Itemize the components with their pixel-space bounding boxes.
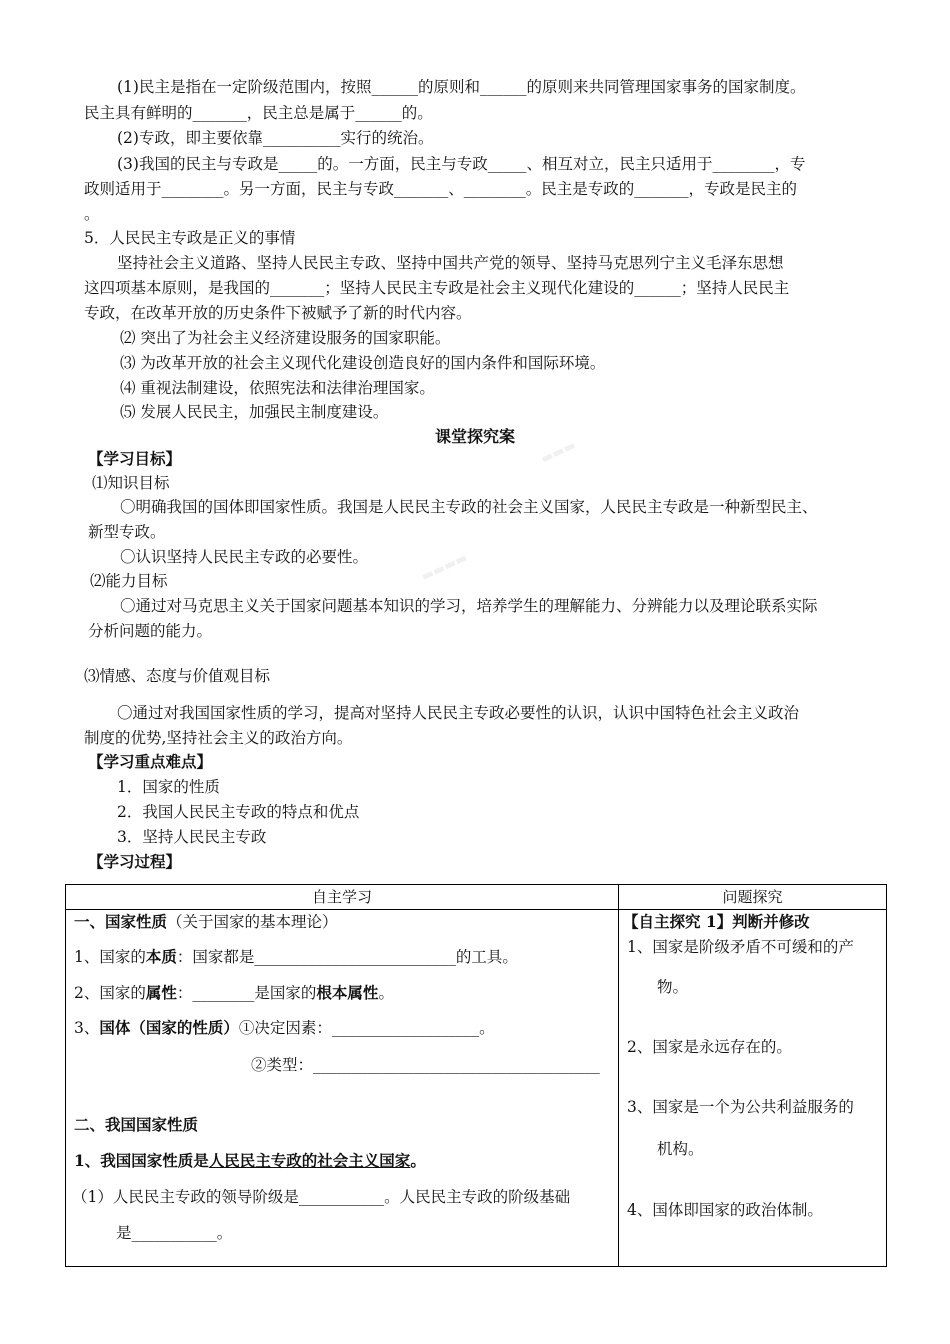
section-5-heading: 5．人民民主专政是正义的事情 [84, 229, 296, 247]
inquiry-cell [619, 910, 887, 1267]
emotion-goal-1b: 制度的优势,坚持社会主义的政治方向。 [84, 729, 353, 747]
question-1 [74, 947, 518, 967]
q1-blank: __________________________ [254, 948, 456, 966]
q2-prefix: 2、国家的 [74, 984, 146, 1002]
sec2-statement [74, 1151, 426, 1171]
preview-item-5: ⑸ 发展人民民主，加强民主制度建设。 [120, 403, 389, 421]
preview-line-1a: (1)民主是指在一定阶级范围内，按照______的原则和______的原则来共同管理国家事务的国家制度。 [117, 78, 806, 96]
inquiry-item-4: 4、国体即国家的政治体制。 [627, 1201, 823, 1219]
sec2-question-1a: （1）人民民主专政的领导阶级是___________。人民民主专政的阶级基础 [72, 1188, 571, 1206]
q2-end: 。 [378, 984, 394, 1002]
emotion-goal-label: ⑶情感、态度与价值观目标 [84, 667, 271, 685]
s2-1-underlined: 人民民主专政的社会主义国家 [208, 1151, 411, 1170]
watermark: ▬▬▬▬ [419, 550, 471, 585]
goals-heading: 【学习目标】 [88, 449, 182, 468]
preview-line-3c: 。 [84, 205, 100, 223]
study-table [65, 884, 887, 1267]
s2-1-end: 。 [410, 1151, 426, 1170]
column-header-self-study: 自主学习 [66, 885, 619, 910]
question-3b [251, 1055, 600, 1075]
q1-mid: ：国家都是 [176, 948, 255, 966]
q3-end: 。 [479, 1019, 495, 1037]
q2-text: 是国家的 [254, 984, 317, 1002]
section-5-line-a: 坚持社会主义道路、坚持人民民主专政、坚持中国共产党的领导、坚持马克思列宁主义毛泽东思想 [117, 254, 784, 272]
keypoint-item: 1．国家的性质 [117, 778, 220, 796]
section-5-line-c: 专政，在改革开放的历史条件下被赋予了新的时代内容。 [84, 304, 472, 322]
column-header-inquiry: 问题探究 [619, 885, 887, 910]
q1-suffix: 的工具。 [455, 948, 518, 966]
sec2-title: 二、我国国家性质 [74, 1115, 199, 1134]
ability-goal-1a: 〇通过对马克思主义关于国家问题基本知识的学习，培养学生的理解能力、分辨能力以及理论联系实际 [120, 597, 818, 615]
inquiry-item-3b: 机构。 [657, 1140, 704, 1158]
q2-bold2: 根本属性 [316, 983, 379, 1002]
sec2-question-1b: 是___________。 [116, 1224, 233, 1242]
watermark: ▬▬▬ [538, 437, 579, 468]
q3-bold: 国体（国家的性质） [99, 1018, 239, 1037]
q3-text: ①决定因素： [238, 1019, 332, 1037]
sec1-note: （关于国家的基本理论） [167, 913, 338, 931]
sec1-title: 一、国家性质 [74, 912, 168, 931]
inquiry-heading: 【自主探究 1】判断并修改 [623, 912, 810, 931]
preview-line-3a: (3)我国的民主与专政是_____的。一方面，民主与专政_____、相互对立，民主只适用于________，专 [117, 155, 806, 173]
keypoints-heading: 【学习重点难点】 [88, 752, 213, 771]
q3b-blank: _____________________________________ [313, 1056, 600, 1074]
q2-mid: ： [176, 984, 193, 1002]
keypoint-item: 3．坚持人民民主专政 [117, 828, 267, 846]
preview-line-3b: 政则适用于________。另一方面，民主与专政_______、________。民主是专政的_______，专政是民主的 [84, 180, 798, 198]
ability-goal-label: ⑵能力目标 [90, 572, 168, 590]
knowledge-goal-1b: 新型专政。 [88, 523, 166, 541]
q2-blank: ________ [192, 984, 255, 1002]
inquiry-item-3a: 3、国家是一个为公共利益服务的 [627, 1098, 854, 1116]
sec1-heading [74, 912, 338, 932]
preview-item-3: ⑶ 为改革开放的社会主义现代化建设创造良好的国内条件和国际环境。 [120, 354, 606, 372]
q3b-text: ②类型： [251, 1056, 314, 1074]
emotion-goal-1a: 〇通过对我国国家性质的学习，提高对坚持人民民主专政必要性的认识，认识中国特色社会主义政治 [117, 704, 800, 722]
question-2 [74, 983, 394, 1003]
preview-item-2: ⑵ 突出了为社会主义经济建设服务的国家职能。 [120, 329, 451, 347]
knowledge-goal-1a: 〇明确我国的国体即国家性质。我国是人民民主专政的社会主义国家，人民民主专政是一种新型民主、 [120, 498, 818, 516]
preview-item-4: ⑷ 重视法制建设，依照宪法和法律治理国家。 [120, 379, 435, 397]
inquiry-item-1a: 1、国家是阶级矛盾不可缓和的产 [627, 938, 854, 956]
section-title: 课堂探究案 [434, 427, 515, 446]
inquiry-item-2: 2、国家是永远存在的。 [627, 1038, 792, 1056]
preview-line-2: (2)专政，即主要依靠__________实行的统治。 [117, 129, 434, 147]
question-3 [74, 1018, 495, 1038]
ability-goal-1b: 分析问题的能力。 [88, 622, 213, 640]
process-heading: 【学习过程】 [88, 852, 182, 871]
q1-bold: 本质 [145, 947, 177, 966]
section-5-line-b: 这四项基本原则，是我国的_______；坚持人民民主专政是社会主义现代化建设的______；坚持人民民主 [84, 279, 790, 297]
self-study-cell [66, 910, 619, 1267]
q2-bold: 属性 [145, 983, 177, 1002]
inquiry-item-1b: 物。 [657, 978, 689, 996]
keypoint-item: 2．我国人民民主专政的特点和优点 [117, 803, 360, 821]
preview-line-1b: 民主具有鲜明的_______，民主总是属于______的。 [84, 104, 433, 122]
q3-prefix: 3、 [74, 1019, 100, 1037]
q3-blank: ___________________ [331, 1019, 480, 1037]
knowledge-goal-2: 〇认识坚持人民民主专政的必要性。 [120, 548, 369, 566]
q1-prefix: 1、国家的 [74, 948, 146, 966]
knowledge-goal-label: ⑴知识目标 [92, 474, 170, 492]
s2-1-prefix: 1、我国国家性质是 [74, 1151, 209, 1170]
